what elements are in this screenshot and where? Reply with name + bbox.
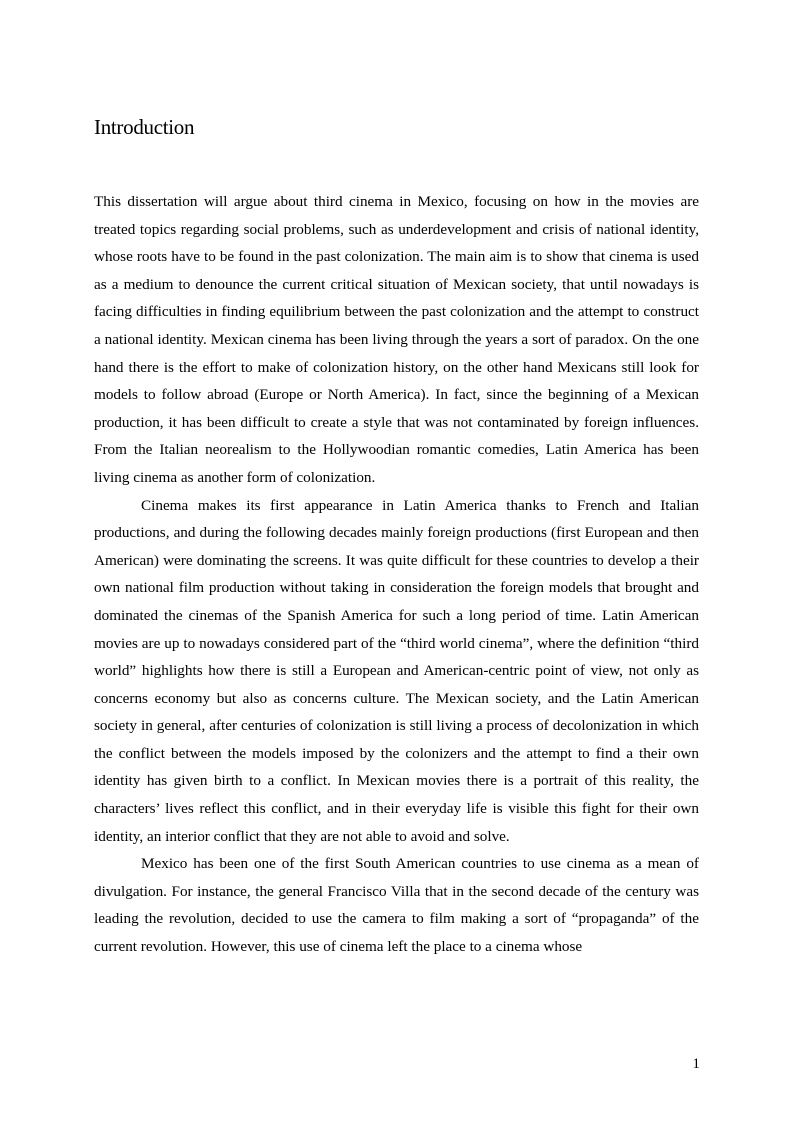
paragraph-3: Mexico has been one of the first South American countries to use cinema as a mean of divulgation. For instance, the general Francisco Villa that in the second decade of the century was leading the revolution, decided to use the camera to film making a sort of “propaganda” of the current revolution. However, this use of cinema left the place to a cinema whose [94,855,699,956]
page-number: 1 [692,1055,700,1072]
body-text [94,188,699,961]
paragraph-1: This dissertation will argue about third cinema in Mexico, focusing on how in the movies are treated topics regarding social problems, such as underdevelopment and crisis of national identity, whose roots have to be found in the past colonization. The main aim is to show that cinema is used as a medium to denounce the current critical situation of Mexican society, that until nowadays is facing difficulties in finding equilibrium between the past colonization and the attempt to construct a national identity. Mexican cinema has been living through the years a sort of paradox. On the one hand there is the effort to make of colonization history, on the other hand Mexicans still look for models to follow abroad (Europe or North America). In fact, since the beginning of a Mexican production, it has been difficult to create a style that was not contaminated by foreign influences. From the Italian neorealism to the Hollywoodian romantic comedies, Latin America has been living cinema as another form of colonization. [94,193,699,486]
paragraph-2: Cinema makes its first appearance in Latin America thanks to French and Italian productions, and during the following decades mainly foreign productions (first European and then American) were dominating the screens. It was quite difficult for these countries to develop a their own national film production without taking in consideration the foreign models that brought and dominated the cinemas of the Spanish America for such a long period of time. Latin American movies are up to nowadays considered part of the “third world cinema”, where the definition “third world” highlights how there is still a European and American-centric point of view, not only as concerns economy but also as concerns culture. The Mexican society, and the Latin American society in general, after centuries of colonization is still living a process of decolonization in which the conflict between the models imposed by the colonizers and the attempt to find a their own identity has given birth to a conflict. In Mexican movies there is a portrait of this reality, the characters’ lives reflect this conflict, and in their everyday life is visible this fight for their own identity, an interior conflict that they are not able to avoid and solve. [94,496,699,845]
section-heading: Introduction [94,115,195,139]
